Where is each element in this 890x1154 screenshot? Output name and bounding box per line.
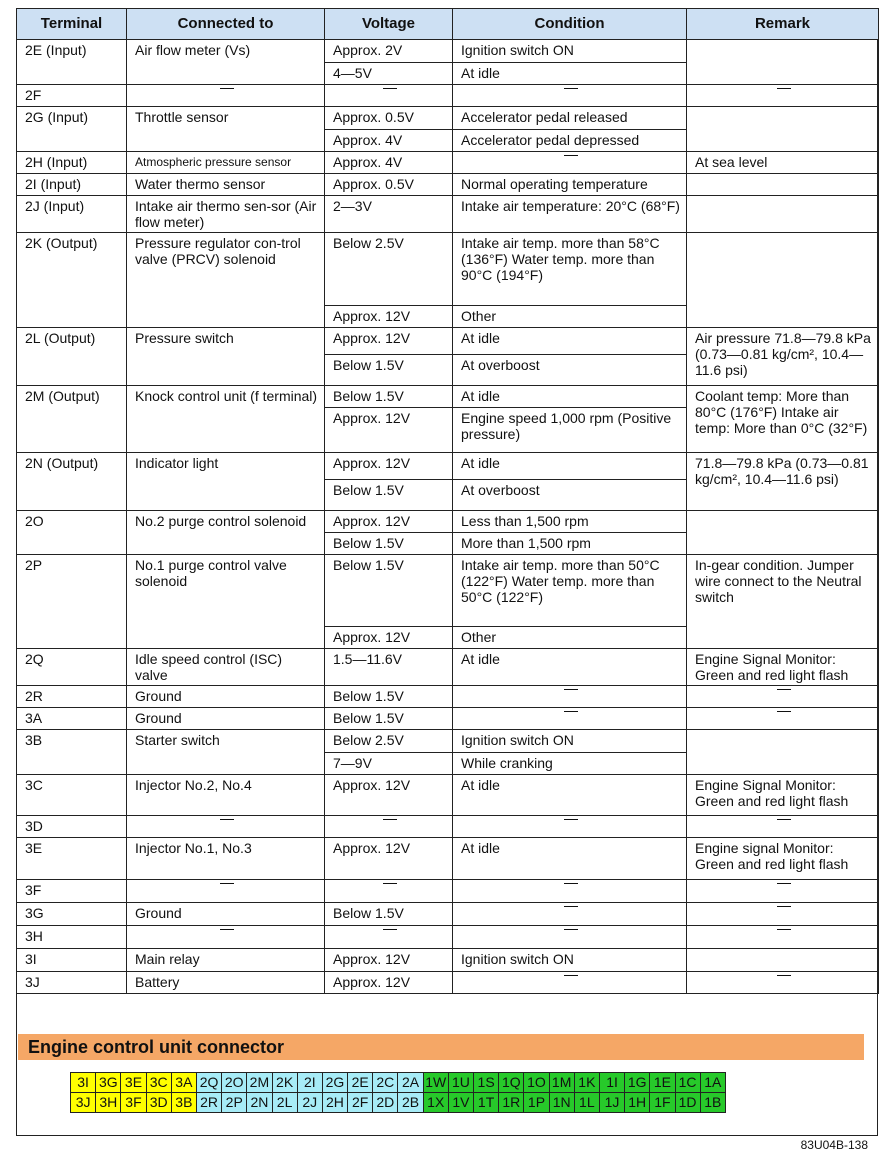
table-row [17,838,879,880]
connector-pin: 2R [196,1093,221,1113]
connected-to-cell: Starter switch [127,730,325,775]
remark-cell [687,816,879,838]
dash-mark [220,88,234,105]
voltage-cell: Approx. 12V [325,775,453,816]
connector-pin: 3E [121,1073,146,1093]
connected-to-cell: Main relay [127,949,325,972]
terminal-cell: 3H [17,926,127,949]
dash-mark [220,929,234,946]
table-row [17,107,879,130]
terminal-spec-table [16,8,879,994]
terminal-cell: 2Q [17,649,127,686]
condition-cell: At idle [453,838,687,880]
table-row [17,555,879,627]
voltage-cell: Approx. 12V [325,949,453,972]
dash-mark [564,155,578,172]
connector-pin: 1O [524,1073,549,1093]
table-row [17,775,879,816]
condition-cell: Less than 1,500 rpm [453,511,687,533]
voltage-cell: Approx. 12V [325,453,453,480]
connector-pin: 1L [574,1093,599,1113]
condition-cell: At idle [453,63,687,85]
terminal-cell: 3A [17,708,127,730]
connector-pin: 1X [423,1093,448,1113]
table-row [17,233,879,306]
connector-pin: 1I [599,1073,624,1093]
connector-pin: 3C [146,1073,171,1093]
condition-cell: Other [453,306,687,328]
connector-pin: 2P [222,1093,247,1113]
condition-cell: Ignition switch ON [453,40,687,63]
remark-cell [687,708,879,730]
terminal-cell: 3I [17,949,127,972]
header-remark: Remark [687,9,879,40]
connected-to-cell: No.2 purge control solenoid [127,511,325,555]
connector-pin: 2L [272,1093,297,1113]
table-row [17,386,879,408]
pin-row-top [71,1073,726,1093]
remark-cell [687,880,879,903]
voltage-cell: Below 1.5V [325,555,453,627]
dash-mark [564,689,578,706]
voltage-cell: Below 1.5V [325,386,453,408]
remark-cell [687,949,879,972]
table-row [17,196,879,233]
table-row [17,649,879,686]
terminal-cell: 3D [17,816,127,838]
condition-cell: At overboost [453,480,687,511]
condition-cell [453,880,687,903]
header-condition: Condition [453,9,687,40]
connected-to-cell [127,816,325,838]
dash-mark [777,883,791,900]
condition-cell: At idle [453,386,687,408]
voltage-cell: Approx. 12V [325,838,453,880]
connector-pin: 1Q [499,1073,524,1093]
condition-cell: Intake air temperature: 20°C (68°F) [453,196,687,233]
dash-mark [564,929,578,946]
dash-mark [777,975,791,992]
voltage-cell: Below 1.5V [325,903,453,926]
table-header-row [17,9,879,40]
connected-to-cell: Injector No.2, No.4 [127,775,325,816]
connected-to-cell: Battery [127,972,325,994]
voltage-cell: Below 2.5V [325,730,453,753]
terminal-cell: 2N (Output) [17,453,127,511]
table-row [17,453,879,480]
dash-mark [383,883,397,900]
voltage-cell: Approx. 12V [325,511,453,533]
condition-cell: While cranking [453,753,687,775]
dash-mark [564,88,578,105]
condition-cell: Accelerator pedal released [453,107,687,130]
connector-pin: 3I [71,1073,96,1093]
table-row [17,686,879,708]
connector-pin: 3D [146,1093,171,1113]
ecu-connector-pins [70,1072,726,1113]
terminal-cell: 3G [17,903,127,926]
connector-pin: 1S [474,1073,499,1093]
dash-mark [564,906,578,923]
table-row [17,730,879,753]
remark-cell: 71.8—79.8 kPa (0.73—0.81 kg/cm², 10.4—11.6 psi) [687,453,879,511]
connected-to-cell: Pressure switch [127,328,325,386]
dash-mark [777,929,791,946]
condition-cell: Ignition switch ON [453,730,687,753]
voltage-cell: Below 1.5V [325,355,453,386]
terminal-cell: 3B [17,730,127,775]
remark-cell [687,730,879,775]
condition-cell: Intake air temp. more than 50°C (122°F) Water temp. more than 50°C (122°F) [453,555,687,627]
condition-cell: At idle [453,775,687,816]
remark-cell: Engine Signal Monitor: Green and red light flash [687,775,879,816]
connector-pin: 2I [297,1073,322,1093]
dash-mark [777,88,791,105]
dash-mark [383,819,397,836]
connector-pin: 1G [625,1073,650,1093]
remark-cell [687,85,879,107]
figure-code: 83U04B-138 [800,1138,868,1152]
condition-cell: Ignition switch ON [453,949,687,972]
terminal-cell: 3E [17,838,127,880]
connector-pin: 2Q [196,1073,221,1093]
connector-pin: 2B [398,1093,423,1113]
connector-pin: 3J [71,1093,96,1113]
terminal-cell: 2I (Input) [17,174,127,196]
voltage-cell: Approx. 12V [325,972,453,994]
header-voltage: Voltage [325,9,453,40]
connector-pin: 1T [474,1093,499,1113]
dash-mark [564,711,578,728]
connector-pin: 3F [121,1093,146,1113]
voltage-cell: Approx. 0.5V [325,174,453,196]
dash-mark [220,819,234,836]
connected-to-cell: Atmospheric pressure sensor [127,152,325,174]
connected-to-cell: Throttle sensor [127,107,325,152]
voltage-cell: 7—9V [325,753,453,775]
connector-pin: 1W [423,1073,448,1093]
voltage-cell: 1.5—11.6V [325,649,453,686]
connector-pin: 1H [625,1093,650,1113]
remark-cell [687,196,879,233]
table-row [17,328,879,355]
voltage-cell: Approx. 12V [325,306,453,328]
table-row [17,85,879,107]
condition-cell: Accelerator pedal depressed [453,130,687,152]
connector-pin: 2M [247,1073,272,1093]
connector-pin: 1N [549,1093,574,1113]
connected-to-cell: Air flow meter (Vs) [127,40,325,85]
connector-pin: 2J [297,1093,322,1113]
table-row [17,880,879,903]
condition-cell [453,152,687,174]
terminal-cell: 2F [17,85,127,107]
connector-pin: 2E [348,1073,373,1093]
condition-cell [453,903,687,926]
dash-mark [383,929,397,946]
voltage-cell: Below 1.5V [325,533,453,555]
connected-to-cell: Injector No.1, No.3 [127,838,325,880]
condition-cell [453,816,687,838]
dash-mark [777,906,791,923]
connected-to-cell: Ground [127,686,325,708]
condition-cell [453,926,687,949]
terminal-cell: 3C [17,775,127,816]
header-terminal: Terminal [17,9,127,40]
terminal-cell: 3F [17,880,127,903]
terminal-cell: 2M (Output) [17,386,127,453]
remark-cell [687,107,879,152]
connected-to-cell: Pressure regulator con-trol valve (PRCV) solenoid [127,233,325,328]
voltage-cell: 2—3V [325,196,453,233]
connected-to-cell: Ground [127,903,325,926]
connector-pin: 2K [272,1073,297,1093]
remark-cell [687,926,879,949]
voltage-cell [325,880,453,903]
condition-cell [453,708,687,730]
voltage-cell: Approx. 12V [325,328,453,355]
connector-pin: 2F [348,1093,373,1113]
connected-to-cell: No.1 purge control valve solenoid [127,555,325,649]
remark-cell [687,903,879,926]
remark-cell [687,174,879,196]
connector-pin: 1K [574,1073,599,1093]
table-row [17,816,879,838]
voltage-cell [325,85,453,107]
remark-cell: Engine signal Monitor: Green and red light flash [687,838,879,880]
connector-pin: 1D [675,1093,700,1113]
voltage-cell: Approx. 0.5V [325,107,453,130]
voltage-cell: Approx. 2V [325,40,453,63]
connector-pin: 1U [448,1073,473,1093]
connector-pin: 1C [675,1073,700,1093]
connected-to-cell: Knock control unit (f terminal) [127,386,325,453]
condition-cell [453,686,687,708]
pin-row-bottom [71,1093,726,1113]
connector-pin: 1M [549,1073,574,1093]
terminal-cell: 2J (Input) [17,196,127,233]
connector-pin: 3B [171,1093,196,1113]
connector-pin: 1V [448,1093,473,1113]
condition-cell [453,85,687,107]
condition-cell: At idle [453,328,687,355]
connector-pin: 2N [247,1093,272,1113]
table-row [17,949,879,972]
condition-cell: More than 1,500 rpm [453,533,687,555]
voltage-cell: Below 1.5V [325,480,453,511]
connector-pin: 1E [650,1073,675,1093]
voltage-cell [325,926,453,949]
header-connected-to: Connected to [127,9,325,40]
voltage-cell: Below 1.5V [325,708,453,730]
connector-pin: 3H [96,1093,121,1113]
connected-to-cell: Intake air thermo sen-sor (Air flow meter) [127,196,325,233]
terminal-cell: 2H (Input) [17,152,127,174]
remark-cell: At sea level [687,152,879,174]
connected-to-cell [127,926,325,949]
table-row [17,972,879,994]
condition-cell [453,972,687,994]
terminal-cell: 2L (Output) [17,328,127,386]
table-row [17,903,879,926]
terminal-cell: 2R [17,686,127,708]
remark-cell: In-gear condition. Jumper wire connect to the Neutral switch [687,555,879,649]
table-row [17,926,879,949]
connector-pin: 1J [599,1093,624,1113]
remark-cell [687,686,879,708]
terminal-cell: 3J [17,972,127,994]
terminal-cell: 2O [17,511,127,555]
dash-mark [564,975,578,992]
voltage-cell: Approx. 4V [325,130,453,152]
connected-to-cell [127,880,325,903]
dash-mark [777,819,791,836]
connector-pin: 1R [499,1093,524,1113]
terminal-cell: 2P [17,555,127,649]
connector-pin: 1B [700,1093,725,1113]
table-body [17,40,879,994]
voltage-cell: Below 1.5V [325,686,453,708]
condition-cell: At idle [453,453,687,480]
remark-cell [687,233,879,328]
connector-pin: 2O [222,1073,247,1093]
remark-cell: Engine Signal Monitor: Green and red light flash [687,649,879,686]
connector-pin: 1F [650,1093,675,1113]
connector-pin: 2D [373,1093,398,1113]
remark-cell: Air pressure 71.8—79.8 kPa (0.73—0.81 kg/cm², 10.4—11.6 psi) [687,328,879,386]
connector-pin: 2C [373,1073,398,1093]
condition-cell: Engine speed 1,000 rpm (Positive pressure) [453,408,687,453]
remark-cell [687,40,879,85]
dash-mark [564,883,578,900]
table-row [17,174,879,196]
voltage-cell: Approx. 4V [325,152,453,174]
connected-to-cell: Water thermo sensor [127,174,325,196]
condition-cell: Normal operating temperature [453,174,687,196]
connector-pin: 3A [171,1073,196,1093]
connected-to-cell [127,85,325,107]
condition-cell: At idle [453,649,687,686]
remark-cell [687,511,879,555]
connected-to-cell: Indicator light [127,453,325,511]
voltage-cell: Approx. 12V [325,627,453,649]
connector-pin: 1P [524,1093,549,1113]
remark-cell: Coolant temp: More than 80°C (176°F) Intake air temp: More than 0°C (32°F) [687,386,879,453]
connector-pin: 2A [398,1073,423,1093]
table-row [17,511,879,533]
voltage-cell: Approx. 12V [325,408,453,453]
voltage-cell: 4—5V [325,63,453,85]
connected-to-cell: Idle speed control (ISC) valve [127,649,325,686]
dash-mark [383,88,397,105]
voltage-cell: Below 2.5V [325,233,453,306]
condition-cell: Intake air temp. more than 58°C (136°F) Water temp. more than 90°C (194°F) [453,233,687,306]
remark-cell [687,972,879,994]
terminal-cell: 2K (Output) [17,233,127,328]
connector-pin: 3G [96,1073,121,1093]
voltage-cell [325,816,453,838]
dash-mark [564,819,578,836]
terminal-cell: 2G (Input) [17,107,127,152]
connector-pin: 2H [322,1093,347,1113]
condition-cell: Other [453,627,687,649]
table-row [17,152,879,174]
dash-mark [777,689,791,706]
connector-pin: 2G [322,1073,347,1093]
ecu-connector-title: Engine control unit connector [18,1034,864,1060]
terminal-cell: 2E (Input) [17,40,127,85]
table-row [17,40,879,63]
connector-pin: 1A [700,1073,725,1093]
dash-mark [220,883,234,900]
table-row [17,708,879,730]
condition-cell: At overboost [453,355,687,386]
connected-to-cell: Ground [127,708,325,730]
dash-mark [777,711,791,728]
